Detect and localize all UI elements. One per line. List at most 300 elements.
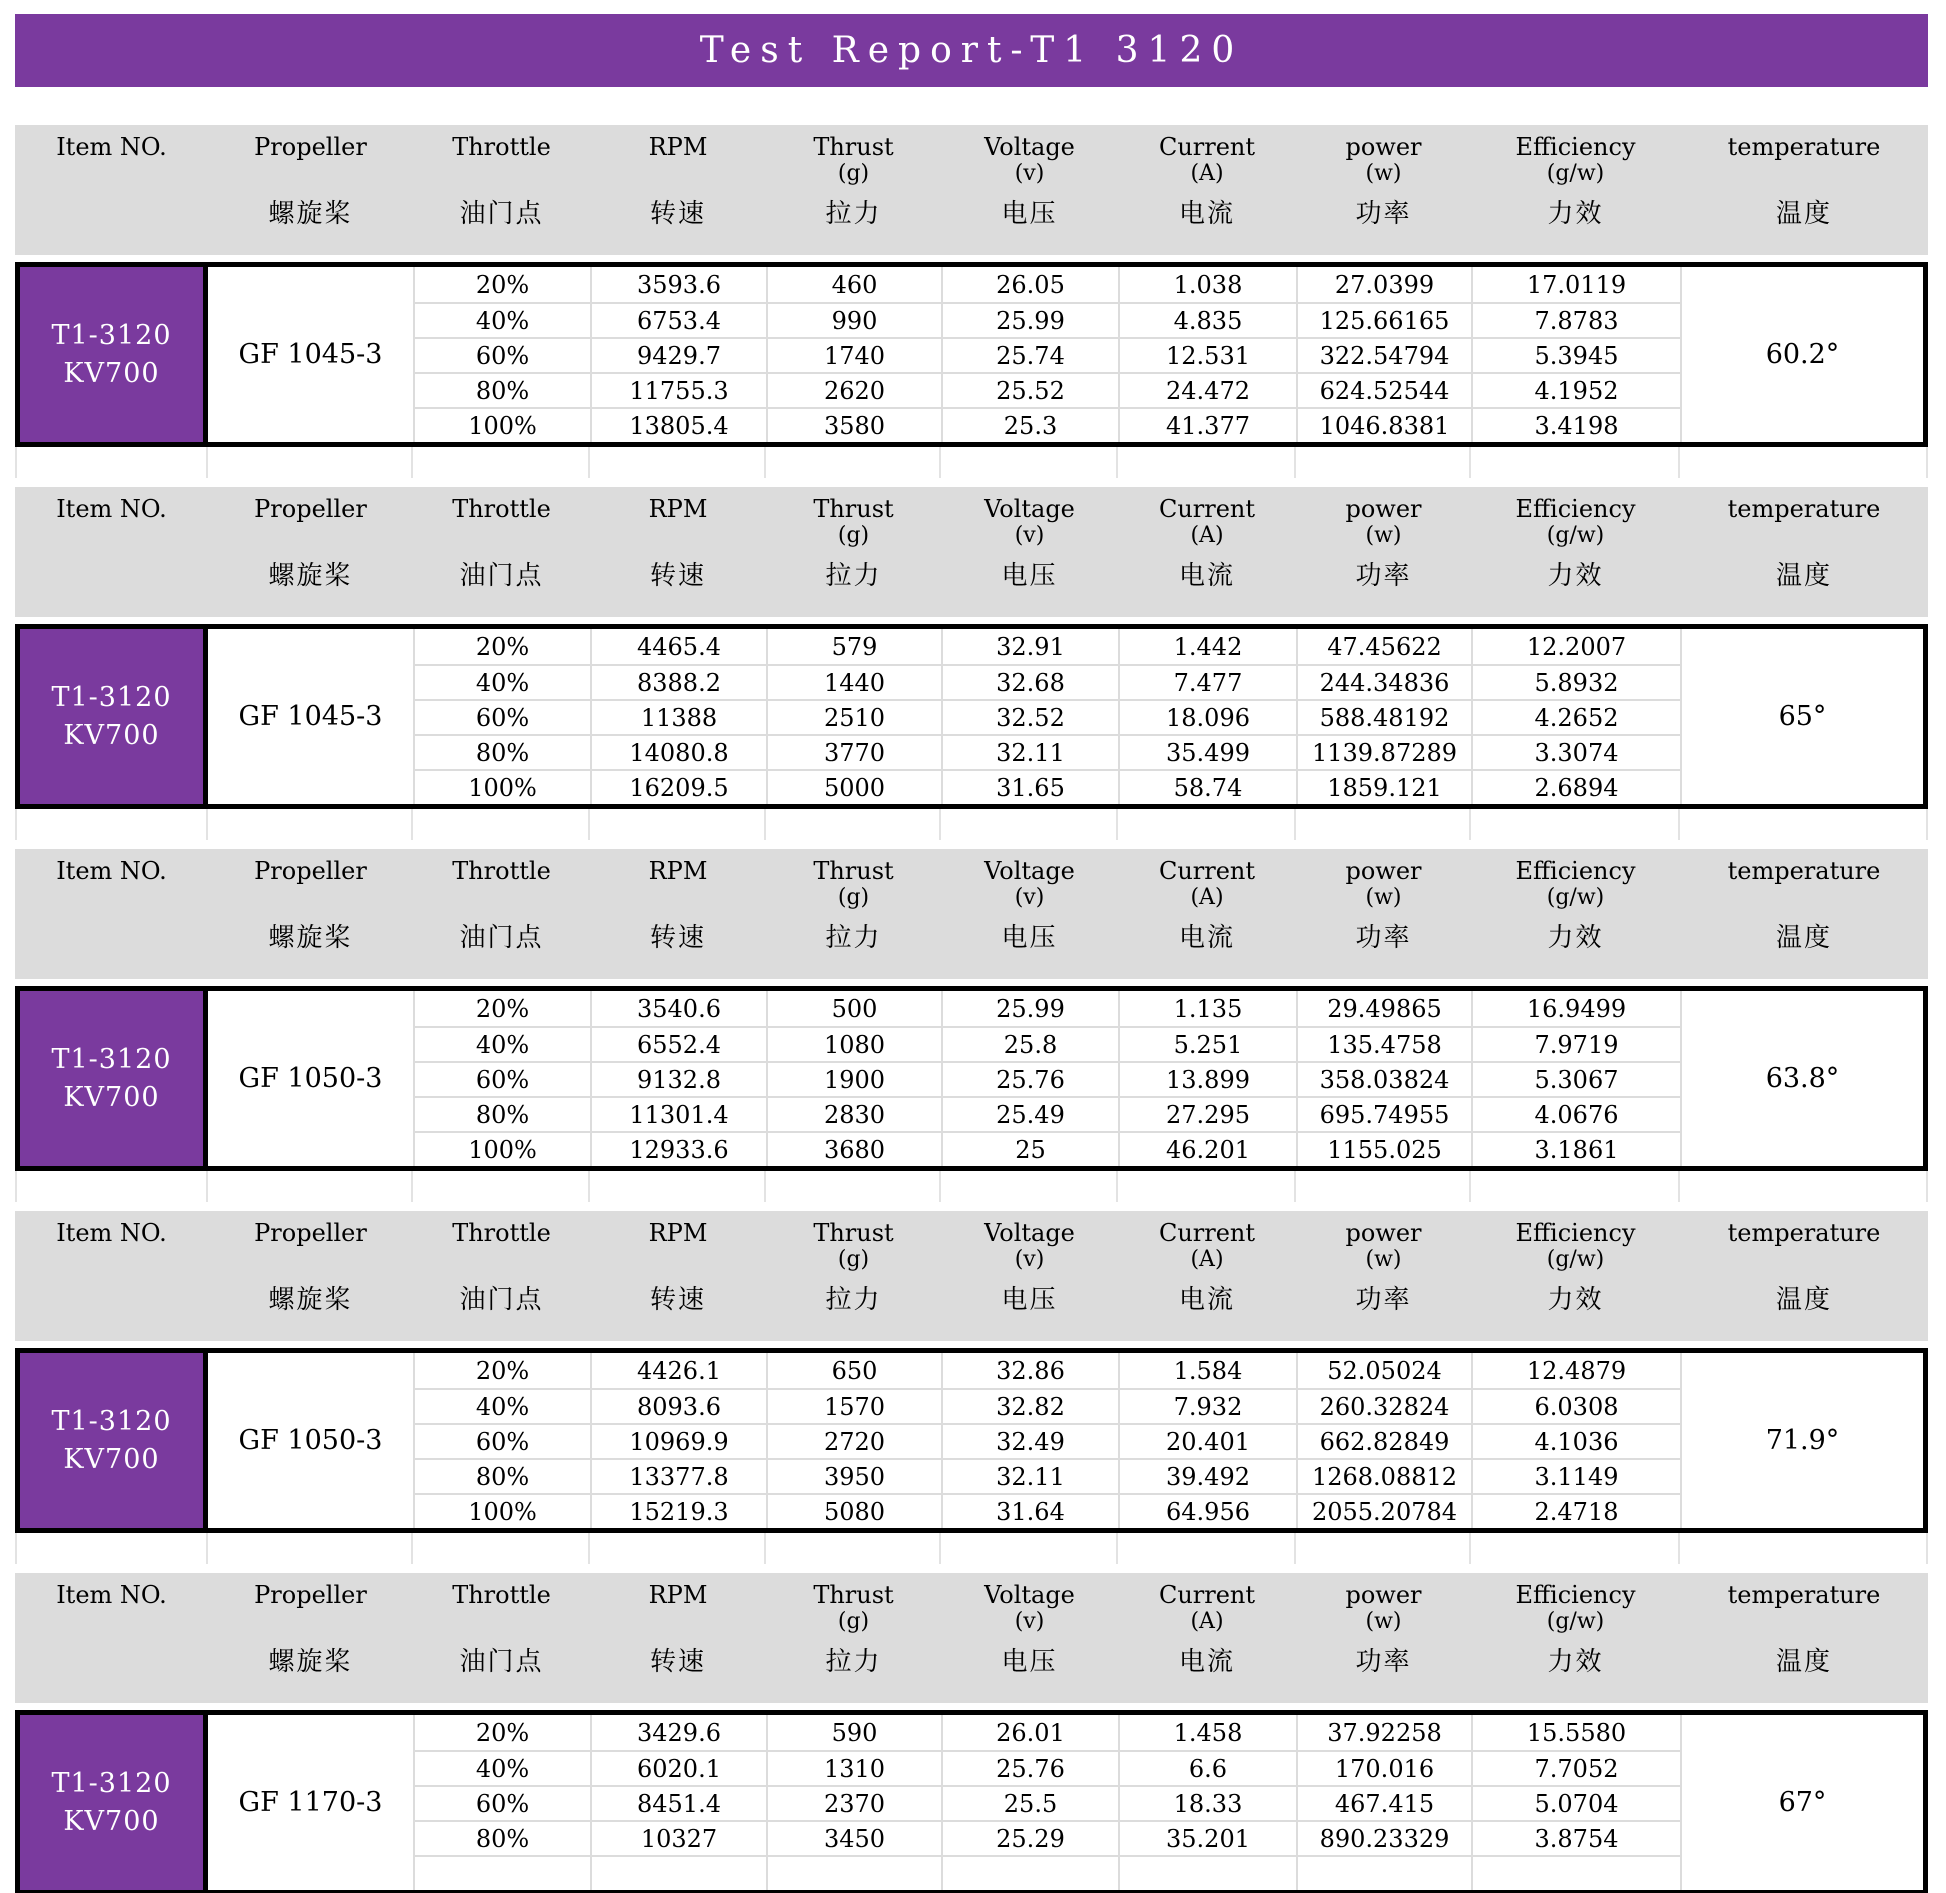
power-cell: 624.52544 [1296, 374, 1471, 407]
header-label-en: Propeller [254, 495, 367, 523]
throttle-cell: 40% [413, 666, 590, 699]
header-unit: (A) [1190, 523, 1224, 548]
data-row [413, 1785, 1680, 1820]
efficiency-cell: 4.1952 [1471, 374, 1680, 407]
header-label-en: Current [1158, 1219, 1256, 1247]
thrust-cell: 3680 [766, 1133, 941, 1166]
thrust-cell: 5080 [766, 1495, 941, 1528]
header-label-cn: 温度 [1775, 561, 1832, 591]
header-label-cn: 电流 [1178, 199, 1235, 229]
rpm-cell: 8451.4 [590, 1787, 766, 1820]
header-label-en: temperature [1727, 857, 1881, 885]
header-label-cn: 转速 [649, 199, 706, 229]
spacer-cell [413, 447, 590, 478]
current-cell: 46.201 [1118, 1133, 1296, 1166]
data-block [15, 1348, 1928, 1533]
header-cell-current [1118, 1211, 1296, 1341]
header-label-cn: 温度 [1775, 1647, 1832, 1677]
power-cell: 47.45622 [1296, 629, 1471, 664]
power-cell: 662.82849 [1296, 1425, 1471, 1458]
header-label-cn: 油门点 [459, 923, 544, 953]
thrust-cell: 1570 [766, 1390, 941, 1423]
header-unit: (g/w) [1546, 161, 1605, 186]
header-cell-propeller [208, 1573, 413, 1703]
header-label-cn: 拉力 [825, 1647, 882, 1677]
temperature-cell: 71.9° [1680, 1353, 1923, 1528]
report-title: Test Report-T1 3120 [699, 30, 1244, 71]
current-cell: 5.251 [1118, 1028, 1296, 1061]
current-cell: 58.74 [1118, 771, 1296, 804]
empty-spacer-row [15, 809, 1928, 840]
spacer-cell [1471, 1533, 1680, 1564]
header-label-cn: 电流 [1178, 1285, 1235, 1315]
header-cell-efficiency [1471, 125, 1680, 255]
test-table-section [15, 125, 1928, 478]
efficiency-cell: 12.2007 [1471, 629, 1680, 664]
propeller-cell: GF 1050-3 [238, 1425, 383, 1456]
rpm-cell: 10327 [590, 1822, 766, 1855]
header-label-en: temperature [1727, 1219, 1881, 1247]
temperature-cell: 60.2° [1680, 267, 1923, 442]
header-label-cn: 电压 [1001, 923, 1058, 953]
header-label-en: Efficiency [1515, 1219, 1636, 1247]
spacer-cell [15, 809, 208, 840]
header-label-en: power [1345, 1581, 1422, 1609]
header-cell-voltage [941, 849, 1118, 979]
thrust-cell: 1900 [766, 1063, 941, 1096]
header-label-en: Throttle [452, 133, 551, 161]
header-cell-throttle [413, 849, 590, 979]
power-cell: 467.415 [1296, 1787, 1471, 1820]
header-cell-propeller [208, 487, 413, 617]
rpm-cell: 4465.4 [590, 629, 766, 664]
power-cell: 27.0399 [1296, 267, 1471, 302]
item-no-line2: KV700 [63, 1081, 160, 1113]
header-cell-efficiency [1471, 487, 1680, 617]
current-cell: 4.835 [1118, 304, 1296, 337]
efficiency-cell: 7.8783 [1471, 304, 1680, 337]
header-unit: (g) [837, 885, 870, 910]
header-cell-propeller [208, 849, 413, 979]
header-label-cn: 功率 [1355, 561, 1412, 591]
header-label-en: Voltage [984, 1219, 1075, 1247]
report-title-bar [15, 14, 1928, 87]
header-label-cn: 油门点 [459, 1647, 544, 1677]
data-row [413, 1715, 1680, 1750]
thrust-cell: 2830 [766, 1098, 941, 1131]
spacer-cell [1118, 447, 1296, 478]
item-no-cell [20, 1353, 208, 1528]
header-label-cn: 螺旋桨 [268, 199, 353, 229]
data-row [413, 1026, 1680, 1061]
header-label-en: Efficiency [1515, 495, 1636, 523]
header-cell-thrust [766, 1211, 941, 1341]
data-row [413, 1750, 1680, 1785]
propeller-cell: GF 1045-3 [238, 701, 383, 732]
test-table-section [15, 1211, 1928, 1564]
empty-spacer-row [15, 447, 1928, 478]
header-label-en: power [1345, 1219, 1422, 1247]
header-cell-power [1296, 1211, 1471, 1341]
efficiency-cell: 2.4718 [1471, 1495, 1680, 1528]
header-label-cn: 螺旋桨 [268, 1285, 353, 1315]
current-cell: 1.038 [1118, 267, 1296, 302]
header-cell-power [1296, 849, 1471, 979]
rpm-cell: 6552.4 [590, 1028, 766, 1061]
item-no-line2: KV700 [63, 357, 160, 389]
column-header-row [15, 125, 1928, 255]
item-no-cell [20, 1715, 208, 1890]
throttle-cell: 60% [413, 701, 590, 734]
header-unit: (g) [837, 1609, 870, 1634]
header-label-en: Voltage [984, 857, 1075, 885]
test-table-section [15, 849, 1928, 1202]
header-cell-item-no [15, 487, 208, 617]
header-label-en: RPM [648, 495, 708, 523]
header-cell-throttle [413, 1573, 590, 1703]
data-row [413, 372, 1680, 407]
header-cell-efficiency [1471, 1211, 1680, 1341]
data-row [413, 1820, 1680, 1855]
throttle-cell [413, 1857, 590, 1890]
header-cell-temperature [1680, 125, 1928, 255]
header-cell-temperature [1680, 1573, 1928, 1703]
throttle-cell: 100% [413, 771, 590, 804]
data-row [413, 1061, 1680, 1096]
header-label-en: Voltage [984, 133, 1075, 161]
voltage-cell: 25.5 [941, 1787, 1118, 1820]
current-cell: 1.135 [1118, 991, 1296, 1026]
header-label-en: power [1345, 857, 1422, 885]
spacer-cell [766, 809, 941, 840]
rpm-cell: 3593.6 [590, 267, 766, 302]
rpm-cell: 16209.5 [590, 771, 766, 804]
header-label-en: Voltage [984, 495, 1075, 523]
item-no-line1: T1-3120 [51, 319, 172, 351]
header-cell-voltage [941, 125, 1118, 255]
thrust-cell: 1440 [766, 666, 941, 699]
report-sheet [15, 14, 1928, 1893]
header-label-en: Current [1158, 1581, 1256, 1609]
item-no-line1: T1-3120 [51, 1405, 172, 1437]
spacer-cell [15, 1171, 208, 1202]
thrust-cell: 2720 [766, 1425, 941, 1458]
header-label-cn: 电压 [1001, 1647, 1058, 1677]
voltage-cell: 25 [941, 1133, 1118, 1166]
header-cell-thrust [766, 1573, 941, 1703]
power-cell: 322.54794 [1296, 339, 1471, 372]
current-cell: 18.33 [1118, 1787, 1296, 1820]
header-cell-throttle [413, 487, 590, 617]
rpm-cell: 12933.6 [590, 1133, 766, 1166]
header-label-en: Item NO. [56, 857, 167, 885]
efficiency-cell: 4.1036 [1471, 1425, 1680, 1458]
thrust-cell: 990 [766, 304, 941, 337]
throttle-cell: 20% [413, 267, 590, 302]
header-label-en: Propeller [254, 1581, 367, 1609]
data-row [413, 1855, 1680, 1890]
current-cell: 1.584 [1118, 1353, 1296, 1388]
header-label-en: RPM [648, 1581, 708, 1609]
header-unit: (v) [1014, 1609, 1045, 1634]
rpm-cell: 14080.8 [590, 736, 766, 769]
spacer-cell [941, 1533, 1118, 1564]
current-cell: 35.201 [1118, 1822, 1296, 1855]
header-label-cn: 油门点 [459, 1285, 544, 1315]
header-label-en: Efficiency [1515, 133, 1636, 161]
header-unit: (A) [1190, 161, 1224, 186]
power-cell: 37.92258 [1296, 1715, 1471, 1750]
header-cell-item-no [15, 1573, 208, 1703]
throttle-cell: 20% [413, 629, 590, 664]
empty-spacer-row [15, 1171, 1928, 1202]
data-block [15, 986, 1928, 1171]
thrust-cell: 1080 [766, 1028, 941, 1061]
propeller-cell: GF 1050-3 [238, 1063, 383, 1094]
throttle-cell: 60% [413, 1063, 590, 1096]
spacer-cell [1471, 1171, 1680, 1202]
data-block [15, 624, 1928, 809]
spacer-cell [208, 1171, 413, 1202]
current-cell: 24.472 [1118, 374, 1296, 407]
throttle-cell: 100% [413, 1133, 590, 1166]
header-label-en: RPM [648, 133, 708, 161]
thrust-cell [766, 1857, 941, 1890]
header-label-cn: 油门点 [459, 199, 544, 229]
current-cell: 6.6 [1118, 1752, 1296, 1785]
power-cell: 125.66165 [1296, 304, 1471, 337]
header-cell-voltage [941, 1211, 1118, 1341]
header-label-en: Thrust [813, 133, 894, 161]
header-cell-power [1296, 1573, 1471, 1703]
header-label-cn: 螺旋桨 [268, 561, 353, 591]
header-cell-propeller [208, 125, 413, 255]
header-label-cn: 拉力 [825, 561, 882, 591]
voltage-cell: 26.01 [941, 1715, 1118, 1750]
header-cell-thrust [766, 849, 941, 979]
header-label-cn: 功率 [1355, 1285, 1412, 1315]
header-unit: (g/w) [1546, 1609, 1605, 1634]
header-cell-current [1118, 487, 1296, 617]
thrust-cell: 3950 [766, 1460, 941, 1493]
voltage-cell: 25.99 [941, 304, 1118, 337]
header-cell-item-no [15, 849, 208, 979]
spacer-cell [15, 1533, 208, 1564]
propeller-cell: GF 1170-3 [238, 1787, 383, 1818]
header-label-cn: 力效 [1547, 1647, 1604, 1677]
voltage-cell: 32.11 [941, 736, 1118, 769]
current-cell: 64.956 [1118, 1495, 1296, 1528]
power-cell: 1859.121 [1296, 771, 1471, 804]
efficiency-cell: 2.6894 [1471, 771, 1680, 804]
data-row [413, 407, 1680, 442]
header-cell-efficiency [1471, 849, 1680, 979]
data-row [413, 699, 1680, 734]
spacer-cell [1471, 447, 1680, 478]
header-cell-rpm [590, 849, 766, 979]
header-label-en: Efficiency [1515, 1581, 1636, 1609]
header-unit: (g/w) [1546, 523, 1605, 548]
voltage-cell: 32.82 [941, 1390, 1118, 1423]
throttle-rows [413, 1353, 1680, 1528]
throttle-cell: 40% [413, 1752, 590, 1785]
voltage-cell: 25.3 [941, 409, 1118, 442]
header-label-cn: 功率 [1355, 923, 1412, 953]
efficiency-cell: 7.7052 [1471, 1752, 1680, 1785]
header-unit: (v) [1014, 1247, 1045, 1272]
rpm-cell: 11388 [590, 701, 766, 734]
header-label-cn: 功率 [1355, 1647, 1412, 1677]
thrust-cell: 1740 [766, 339, 941, 372]
header-cell-efficiency [1471, 1573, 1680, 1703]
throttle-cell: 40% [413, 1028, 590, 1061]
spacer-cell [15, 447, 208, 478]
throttle-rows [413, 267, 1680, 442]
spacer-cell [941, 809, 1118, 840]
voltage-cell: 31.64 [941, 1495, 1118, 1528]
spacer-cell [1471, 809, 1680, 840]
header-unit: (w) [1365, 885, 1402, 910]
spacer-cell [1680, 1533, 1928, 1564]
spacer-cell [590, 809, 766, 840]
efficiency-cell: 7.9719 [1471, 1028, 1680, 1061]
header-unit: (g) [837, 161, 870, 186]
spacer-cell [1296, 447, 1471, 478]
spacer-cell [941, 1171, 1118, 1202]
efficiency-cell: 12.4879 [1471, 1353, 1680, 1388]
header-unit: (g/w) [1546, 885, 1605, 910]
header-cell-propeller [208, 1211, 413, 1341]
data-row [413, 769, 1680, 804]
throttle-cell: 40% [413, 1390, 590, 1423]
header-cell-thrust [766, 125, 941, 255]
throttle-cell: 40% [413, 304, 590, 337]
header-label-cn: 转速 [649, 923, 706, 953]
rpm-cell: 6753.4 [590, 304, 766, 337]
header-cell-current [1118, 849, 1296, 979]
spacer-cell [1680, 447, 1928, 478]
header-label-en: Throttle [452, 1219, 551, 1247]
voltage-cell: 32.91 [941, 629, 1118, 664]
data-row [413, 1388, 1680, 1423]
item-no-line1: T1-3120 [51, 1767, 172, 1799]
header-unit: (v) [1014, 885, 1045, 910]
data-row [413, 1458, 1680, 1493]
power-cell: 695.74955 [1296, 1098, 1471, 1131]
header-label-cn: 螺旋桨 [268, 1647, 353, 1677]
voltage-cell: 31.65 [941, 771, 1118, 804]
header-label-en: temperature [1727, 133, 1881, 161]
spacer-cell [590, 447, 766, 478]
power-cell: 1139.87289 [1296, 736, 1471, 769]
data-row [413, 267, 1680, 302]
data-block [15, 1710, 1928, 1893]
header-label-en: Propeller [254, 133, 367, 161]
efficiency-cell: 4.2652 [1471, 701, 1680, 734]
header-label-en: Efficiency [1515, 857, 1636, 885]
propeller-cell: GF 1045-3 [238, 339, 383, 370]
voltage-cell: 26.05 [941, 267, 1118, 302]
rpm-cell: 8093.6 [590, 1390, 766, 1423]
thrust-cell: 460 [766, 267, 941, 302]
data-row [413, 1423, 1680, 1458]
temperature-cell: 67° [1680, 1715, 1923, 1890]
header-label-cn: 温度 [1775, 1285, 1832, 1315]
thrust-cell: 2370 [766, 1787, 941, 1820]
header-label-cn: 转速 [649, 1647, 706, 1677]
data-row [413, 734, 1680, 769]
spacer-cell [590, 1171, 766, 1202]
item-no-line1: T1-3120 [51, 681, 172, 713]
efficiency-cell [1471, 1857, 1680, 1890]
spacer-cell [1680, 809, 1928, 840]
header-unit: (w) [1365, 161, 1402, 186]
power-cell: 890.23329 [1296, 1822, 1471, 1855]
header-cell-current [1118, 1573, 1296, 1703]
rpm-cell: 13377.8 [590, 1460, 766, 1493]
header-unit: (g) [837, 523, 870, 548]
header-label-en: temperature [1727, 1581, 1881, 1609]
rpm-cell: 8388.2 [590, 666, 766, 699]
power-cell: 244.34836 [1296, 666, 1471, 699]
header-label-cn: 电压 [1001, 199, 1058, 229]
throttle-rows [413, 1715, 1680, 1890]
header-label-en: Propeller [254, 857, 367, 885]
header-cell-thrust [766, 487, 941, 617]
header-label-cn: 功率 [1355, 199, 1412, 229]
power-cell: 588.48192 [1296, 701, 1471, 734]
test-table-section [15, 487, 1928, 840]
spacer-cell [208, 1533, 413, 1564]
efficiency-cell: 15.5580 [1471, 1715, 1680, 1750]
thrust-cell: 3450 [766, 1822, 941, 1855]
voltage-cell: 25.8 [941, 1028, 1118, 1061]
header-cell-temperature [1680, 1211, 1928, 1341]
throttle-cell: 100% [413, 1495, 590, 1528]
spacer-cell [941, 447, 1118, 478]
power-cell: 358.03824 [1296, 1063, 1471, 1096]
rpm-cell [590, 1857, 766, 1890]
power-cell: 1155.025 [1296, 1133, 1471, 1166]
thrust-cell: 650 [766, 1353, 941, 1388]
throttle-cell: 20% [413, 1715, 590, 1750]
spacer-cell [1118, 1171, 1296, 1202]
column-header-row [15, 1211, 1928, 1341]
data-row [413, 664, 1680, 699]
temperature-cell: 63.8° [1680, 991, 1923, 1166]
rpm-cell: 15219.3 [590, 1495, 766, 1528]
spacer-cell [1296, 1533, 1471, 1564]
throttle-rows [413, 991, 1680, 1166]
voltage-cell [941, 1857, 1118, 1890]
efficiency-cell: 5.3067 [1471, 1063, 1680, 1096]
efficiency-cell: 5.3945 [1471, 339, 1680, 372]
header-unit: (w) [1365, 1247, 1402, 1272]
spacer-cell [208, 809, 413, 840]
spacer-cell [590, 1533, 766, 1564]
voltage-cell: 25.29 [941, 1822, 1118, 1855]
header-cell-voltage [941, 487, 1118, 617]
throttle-cell: 60% [413, 1787, 590, 1820]
power-cell: 1268.08812 [1296, 1460, 1471, 1493]
column-header-row [15, 487, 1928, 617]
voltage-cell: 32.52 [941, 701, 1118, 734]
current-cell [1118, 1857, 1296, 1890]
header-label-en: power [1345, 495, 1422, 523]
throttle-cell: 80% [413, 736, 590, 769]
efficiency-cell: 6.0308 [1471, 1390, 1680, 1423]
thrust-cell: 579 [766, 629, 941, 664]
